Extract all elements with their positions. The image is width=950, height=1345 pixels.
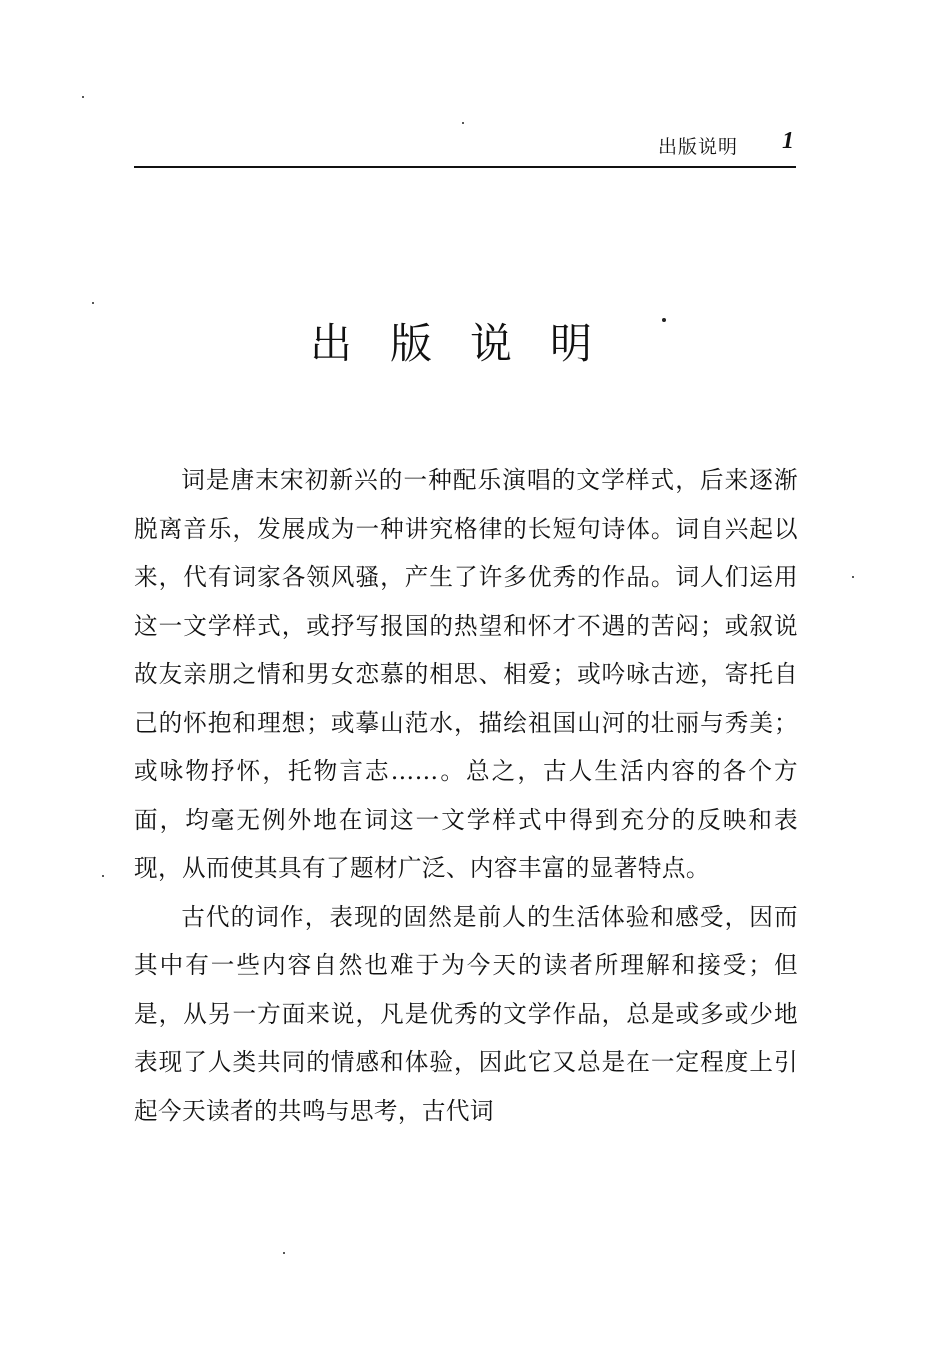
paragraph-2: 古代的词作，表现的固然是前人的生活体验和感受，因而其中有一些内容自然也难于为今天的读者所理解和接受；但是，从另一方面来说，凡是优秀的文学作品，总是或多或少地表现了人类共同的情感和体验，因此它又总是在一定程度上引起今天读者的共鸣与思考，古代词: [134, 902, 798, 1125]
page-title: 出版说明: [310, 319, 631, 368]
running-header: [134, 128, 796, 162]
running-title: 出版说明: [657, 136, 738, 158]
scan-speck: [462, 122, 464, 124]
scan-speck: [92, 302, 94, 304]
scan-speck: [82, 96, 84, 98]
scan-speck: [283, 1252, 285, 1254]
page-number: 1: [782, 128, 794, 154]
scan-speck: [662, 318, 666, 322]
paragraph-1: 词是唐末宋初新兴的一种配乐演唱的文学样式，后来逐渐脱离音乐，发展成为一种讲究格律的长短句诗体。词自兴起以来，代有词家各领风骚，产生了许多优秀的作品。词人们运用这一文学样式，或抒写报国的热望和怀才不遇的苦闷；或叙说故友亲朋之情和男女恋慕的相思、相爱；或吟咏古迹，寄托自己的怀抱和理想；或摹山范水，描绘祖国山河的壮丽与秀美；或咏物抒怀，托物言志……。总之，古人生活内容的各个方面，均毫无例外地在词这一文学样式中得到充分的反映和表现，从而使其具有了题材广泛、内容丰富的显著特点。: [134, 466, 798, 882]
scan-speck: [852, 576, 854, 578]
header-rule: [134, 166, 796, 168]
scan-speck: [102, 875, 104, 877]
body-text: [134, 456, 798, 1135]
